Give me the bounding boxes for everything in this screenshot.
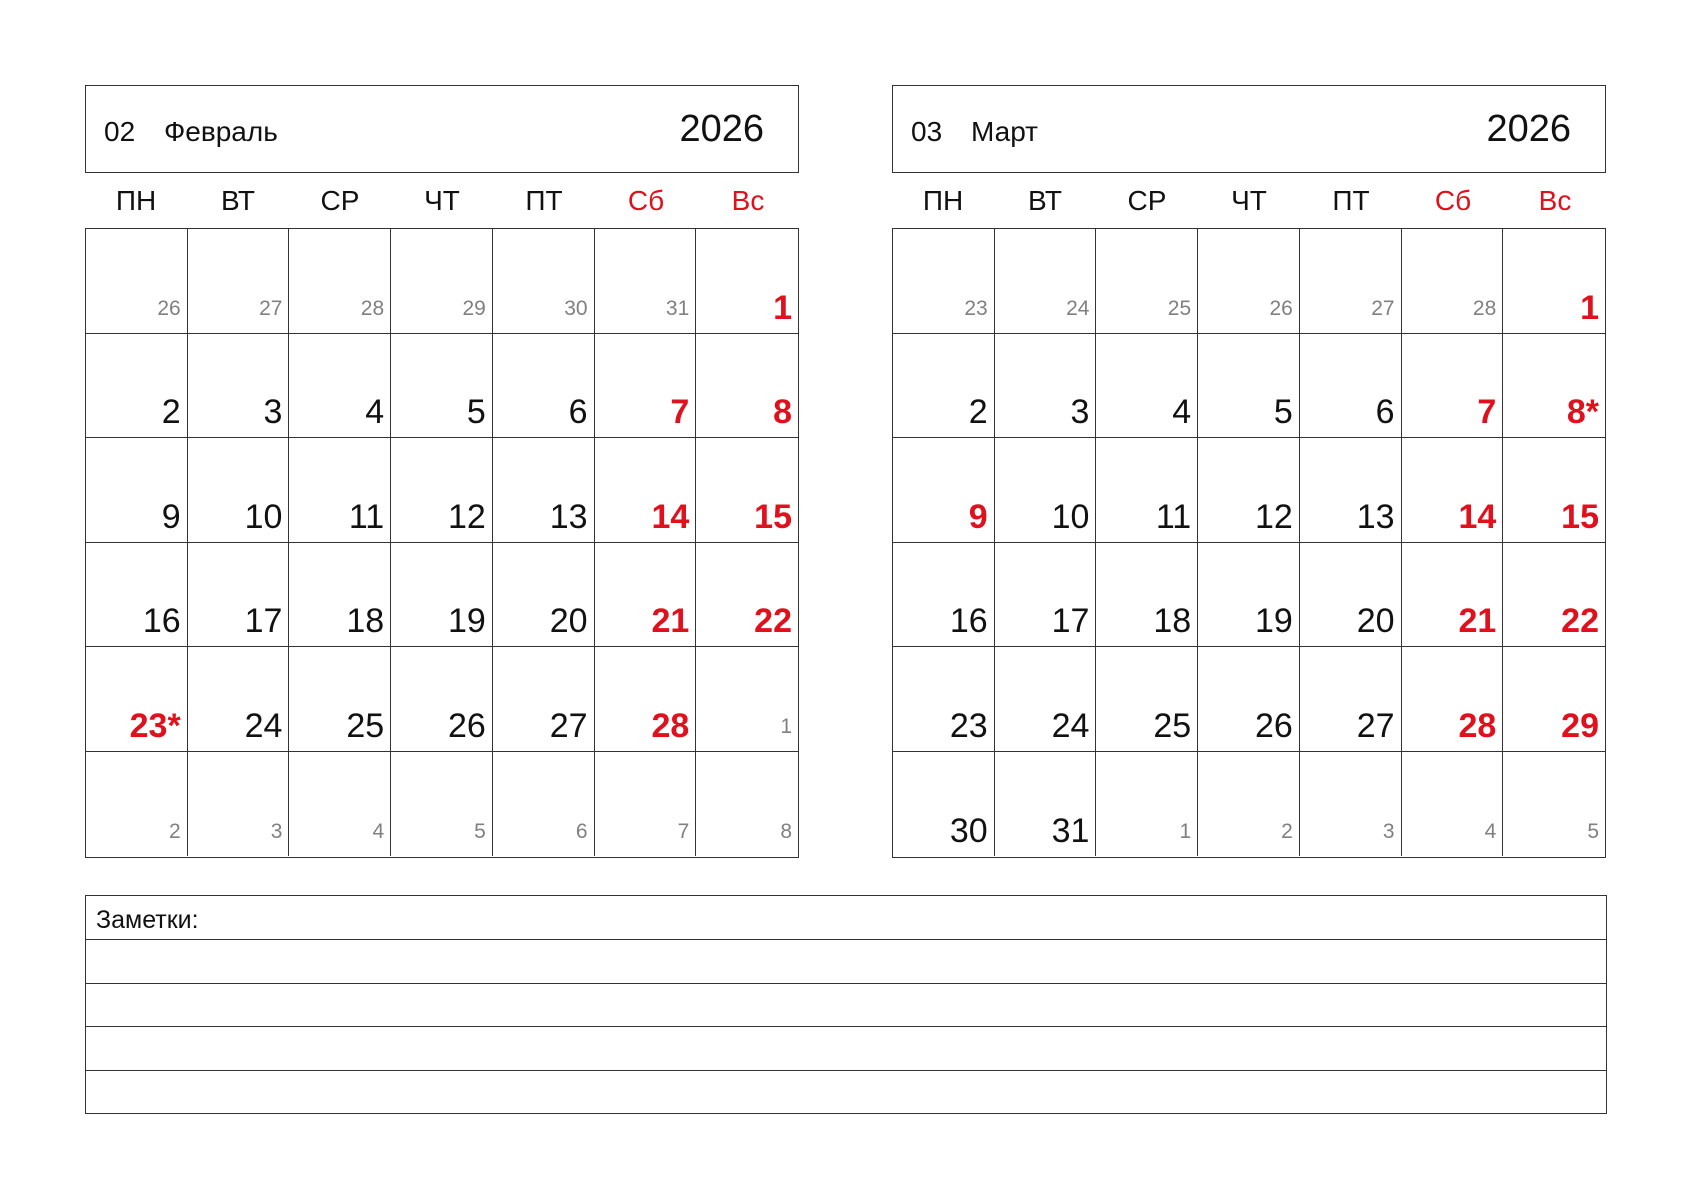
day-cell	[696, 543, 798, 648]
day-cell	[188, 543, 290, 648]
day-cell	[995, 438, 1097, 543]
day-cell	[391, 647, 493, 752]
day-number-holiday: 1	[773, 288, 792, 327]
day-cell	[893, 438, 995, 543]
notes-line	[86, 983, 1606, 984]
day-cell	[1198, 752, 1300, 857]
day-number-other-month: 2	[1281, 820, 1293, 843]
day-cell	[595, 334, 697, 439]
day-cell	[595, 438, 697, 543]
day-number: 24	[244, 706, 283, 745]
day-number-holiday: 14	[651, 497, 690, 536]
day-number: 13	[549, 497, 588, 536]
year-label: 2026	[679, 108, 764, 150]
day-number: 25	[346, 706, 385, 745]
day-number: 6	[1375, 393, 1395, 431]
day-number-other-month: 3	[270, 820, 283, 843]
month-number: 03	[911, 116, 943, 147]
weekday-label: СР	[320, 185, 360, 216]
day-number: 9	[161, 497, 181, 536]
day-number: 17	[1051, 602, 1090, 640]
day-number: 19	[1255, 602, 1293, 640]
day-cell	[391, 543, 493, 648]
day-number: 10	[1051, 497, 1090, 536]
day-number-other-month: 28	[360, 296, 385, 320]
day-cell	[1503, 334, 1605, 439]
day-number: 19	[448, 602, 486, 640]
day-number-other-month: 5	[474, 820, 486, 843]
day-cell	[391, 229, 493, 334]
day-cell	[995, 543, 1097, 648]
day-number-holiday: 7	[1477, 393, 1497, 431]
calendar-month-march	[892, 85, 1606, 858]
weekday-label: ПН	[922, 185, 964, 216]
day-number-other-month: 29	[462, 296, 486, 320]
day-cell	[1198, 438, 1300, 543]
month-name: Февраль	[164, 116, 278, 147]
day-number-holiday: 21	[1458, 602, 1497, 640]
day-number-holiday: 21	[651, 602, 690, 640]
day-number: 17	[244, 602, 283, 640]
day-cell	[188, 647, 290, 752]
weekday-label: СР	[1127, 185, 1167, 216]
day-number-holiday: 28	[651, 706, 690, 745]
day-number: 3	[263, 393, 283, 431]
day-number: 10	[244, 497, 283, 536]
day-cell	[1503, 438, 1605, 543]
day-cell	[493, 543, 595, 648]
day-cell	[1402, 334, 1504, 439]
day-cell	[86, 438, 188, 543]
day-cell	[893, 543, 995, 648]
day-cell	[595, 229, 697, 334]
day-cell	[493, 752, 595, 857]
day-cell	[1402, 229, 1504, 334]
day-number: 20	[1356, 602, 1395, 640]
day-number-holiday: 15	[754, 497, 792, 536]
day-number: 27	[549, 706, 588, 745]
month-number: 02	[104, 116, 136, 147]
day-number-other-month: 4	[372, 820, 385, 843]
weekday-label: ПН	[115, 185, 157, 216]
day-number: 20	[549, 602, 588, 640]
day-number: 18	[1153, 602, 1192, 640]
day-number: 26	[1255, 706, 1293, 745]
weekday-label: ВТ	[1028, 185, 1062, 216]
weekday-label: ЧТ	[424, 185, 460, 216]
day-cell	[493, 229, 595, 334]
weekday-label: ВТ	[221, 185, 255, 216]
day-cell	[893, 647, 995, 752]
day-number: 4	[365, 393, 385, 431]
day-cell	[595, 647, 697, 752]
day-number-holiday: 14	[1458, 497, 1497, 536]
day-cell	[1402, 438, 1504, 543]
day-cell	[1096, 438, 1198, 543]
day-number-holiday: 23*	[129, 706, 181, 745]
day-cell	[86, 647, 188, 752]
day-number-holiday: 29	[1561, 706, 1599, 745]
day-cell	[188, 752, 290, 857]
day-cell	[289, 543, 391, 648]
day-number-other-month: 5	[1587, 820, 1599, 843]
day-grid	[892, 228, 1606, 858]
day-grid	[85, 228, 799, 858]
day-cell	[289, 438, 391, 543]
day-number: 11	[1155, 497, 1192, 536]
day-cell	[188, 334, 290, 439]
day-cell	[86, 229, 188, 334]
day-number-holiday: 7	[670, 393, 690, 431]
day-number: 12	[1255, 497, 1293, 536]
notes-line	[86, 1070, 1606, 1071]
day-number-holiday: 28	[1458, 706, 1497, 745]
day-cell	[1300, 229, 1402, 334]
day-number: 3	[1070, 393, 1090, 431]
day-number-other-month: 31	[665, 296, 690, 320]
day-number: 16	[949, 602, 988, 640]
day-number: 12	[448, 497, 486, 536]
day-number: 18	[346, 602, 385, 640]
day-cell	[1096, 752, 1198, 857]
day-number-holiday: 22	[1561, 602, 1599, 640]
day-cell	[493, 438, 595, 543]
day-cell	[1300, 438, 1402, 543]
day-number: 27	[1356, 706, 1395, 745]
month-name: Март	[971, 116, 1038, 147]
day-number-other-month: 3	[1382, 820, 1395, 843]
day-cell	[1198, 647, 1300, 752]
weekday-label-weekend: Сб	[627, 185, 665, 216]
day-number: 16	[142, 602, 181, 640]
day-number-other-month: 26	[1269, 296, 1293, 320]
day-cell	[995, 334, 1097, 439]
day-number-holiday: 8*	[1566, 393, 1599, 431]
day-cell	[893, 229, 995, 334]
day-number-other-month: 1	[780, 714, 792, 738]
day-number-other-month: 8	[780, 820, 792, 843]
day-cell	[1503, 543, 1605, 648]
day-number: 6	[568, 393, 588, 431]
day-number-holiday: 22	[754, 602, 792, 640]
day-cell	[995, 229, 1097, 334]
day-number-other-month: 1	[1179, 820, 1192, 843]
weekday-label-weekend: Сб	[1434, 185, 1472, 216]
day-number-other-month: 2	[169, 820, 181, 843]
day-cell	[1503, 752, 1605, 857]
day-cell	[595, 752, 697, 857]
weekday-row	[85, 173, 799, 228]
day-number-other-month: 30	[564, 296, 588, 320]
day-number: 4	[1172, 393, 1192, 431]
day-number-holiday: 8	[773, 393, 792, 431]
day-number-other-month: 6	[575, 820, 588, 843]
day-cell	[696, 752, 798, 857]
day-cell	[391, 334, 493, 439]
day-cell	[1402, 752, 1504, 857]
day-number-holiday: 15	[1561, 497, 1599, 536]
day-cell	[893, 334, 995, 439]
weekday-label: ЧТ	[1231, 185, 1267, 216]
year-label: 2026	[1486, 108, 1571, 150]
day-cell	[995, 647, 1097, 752]
day-cell	[1503, 229, 1605, 334]
day-number: 11	[348, 497, 385, 536]
day-cell	[696, 334, 798, 439]
day-number-holiday: 1	[1580, 288, 1599, 327]
month-header	[85, 85, 799, 173]
day-cell	[893, 752, 995, 857]
day-cell	[1503, 647, 1605, 752]
day-cell	[289, 334, 391, 439]
day-cell	[1096, 334, 1198, 439]
day-cell	[1402, 647, 1504, 752]
day-number: 30	[949, 812, 988, 850]
day-cell	[696, 647, 798, 752]
day-cell	[1300, 647, 1402, 752]
day-cell	[289, 229, 391, 334]
day-cell	[1096, 543, 1198, 648]
day-number: 2	[968, 393, 988, 431]
day-cell	[1096, 647, 1198, 752]
day-cell	[995, 752, 1097, 857]
day-number: 31	[1051, 812, 1090, 850]
month-header	[892, 85, 1606, 173]
day-number: 23	[949, 706, 988, 745]
day-number-holiday: 9	[968, 497, 988, 536]
day-number-other-month: 24	[1066, 296, 1090, 320]
day-number: 24	[1051, 706, 1090, 745]
day-number-other-month: 4	[1484, 820, 1497, 843]
day-number-other-month: 27	[259, 296, 283, 320]
day-cell	[595, 543, 697, 648]
day-cell	[1198, 229, 1300, 334]
day-cell	[289, 647, 391, 752]
day-cell	[1300, 752, 1402, 857]
day-number: 5	[466, 393, 486, 431]
day-number: 25	[1153, 706, 1192, 745]
day-cell	[696, 438, 798, 543]
day-cell	[1300, 334, 1402, 439]
day-cell	[493, 334, 595, 439]
day-number-other-month: 26	[157, 296, 181, 320]
day-cell	[696, 229, 798, 334]
weekday-label-weekend: Вс	[1538, 185, 1572, 216]
weekday-label: ПТ	[525, 185, 563, 216]
day-cell	[188, 229, 290, 334]
day-cell	[1402, 543, 1504, 648]
day-cell	[188, 438, 290, 543]
day-number-other-month: 23	[964, 296, 988, 320]
day-cell	[391, 752, 493, 857]
day-number-other-month: 27	[1371, 296, 1395, 320]
day-cell	[86, 334, 188, 439]
day-number: 26	[448, 706, 486, 745]
weekday-label: ПТ	[1332, 185, 1370, 216]
day-cell	[86, 752, 188, 857]
day-cell	[1198, 543, 1300, 648]
notes-line	[86, 1026, 1606, 1027]
notes-box	[85, 895, 1607, 1114]
calendar-month-february	[85, 85, 799, 858]
notes-line	[86, 939, 1606, 940]
day-number-other-month: 25	[1167, 296, 1192, 320]
day-cell	[289, 752, 391, 857]
day-number-other-month: 7	[677, 820, 690, 843]
day-cell	[1198, 334, 1300, 439]
day-number: 2	[161, 393, 181, 431]
day-cell	[1300, 543, 1402, 648]
weekday-row	[892, 173, 1606, 228]
day-number: 5	[1273, 393, 1293, 431]
day-number: 13	[1356, 497, 1395, 536]
notes-title: Заметки:	[96, 906, 199, 934]
day-cell	[86, 543, 188, 648]
day-cell	[493, 647, 595, 752]
day-cell	[1096, 229, 1198, 334]
weekday-label-weekend: Вс	[731, 185, 765, 216]
day-number-other-month: 28	[1472, 296, 1497, 320]
day-cell	[391, 438, 493, 543]
